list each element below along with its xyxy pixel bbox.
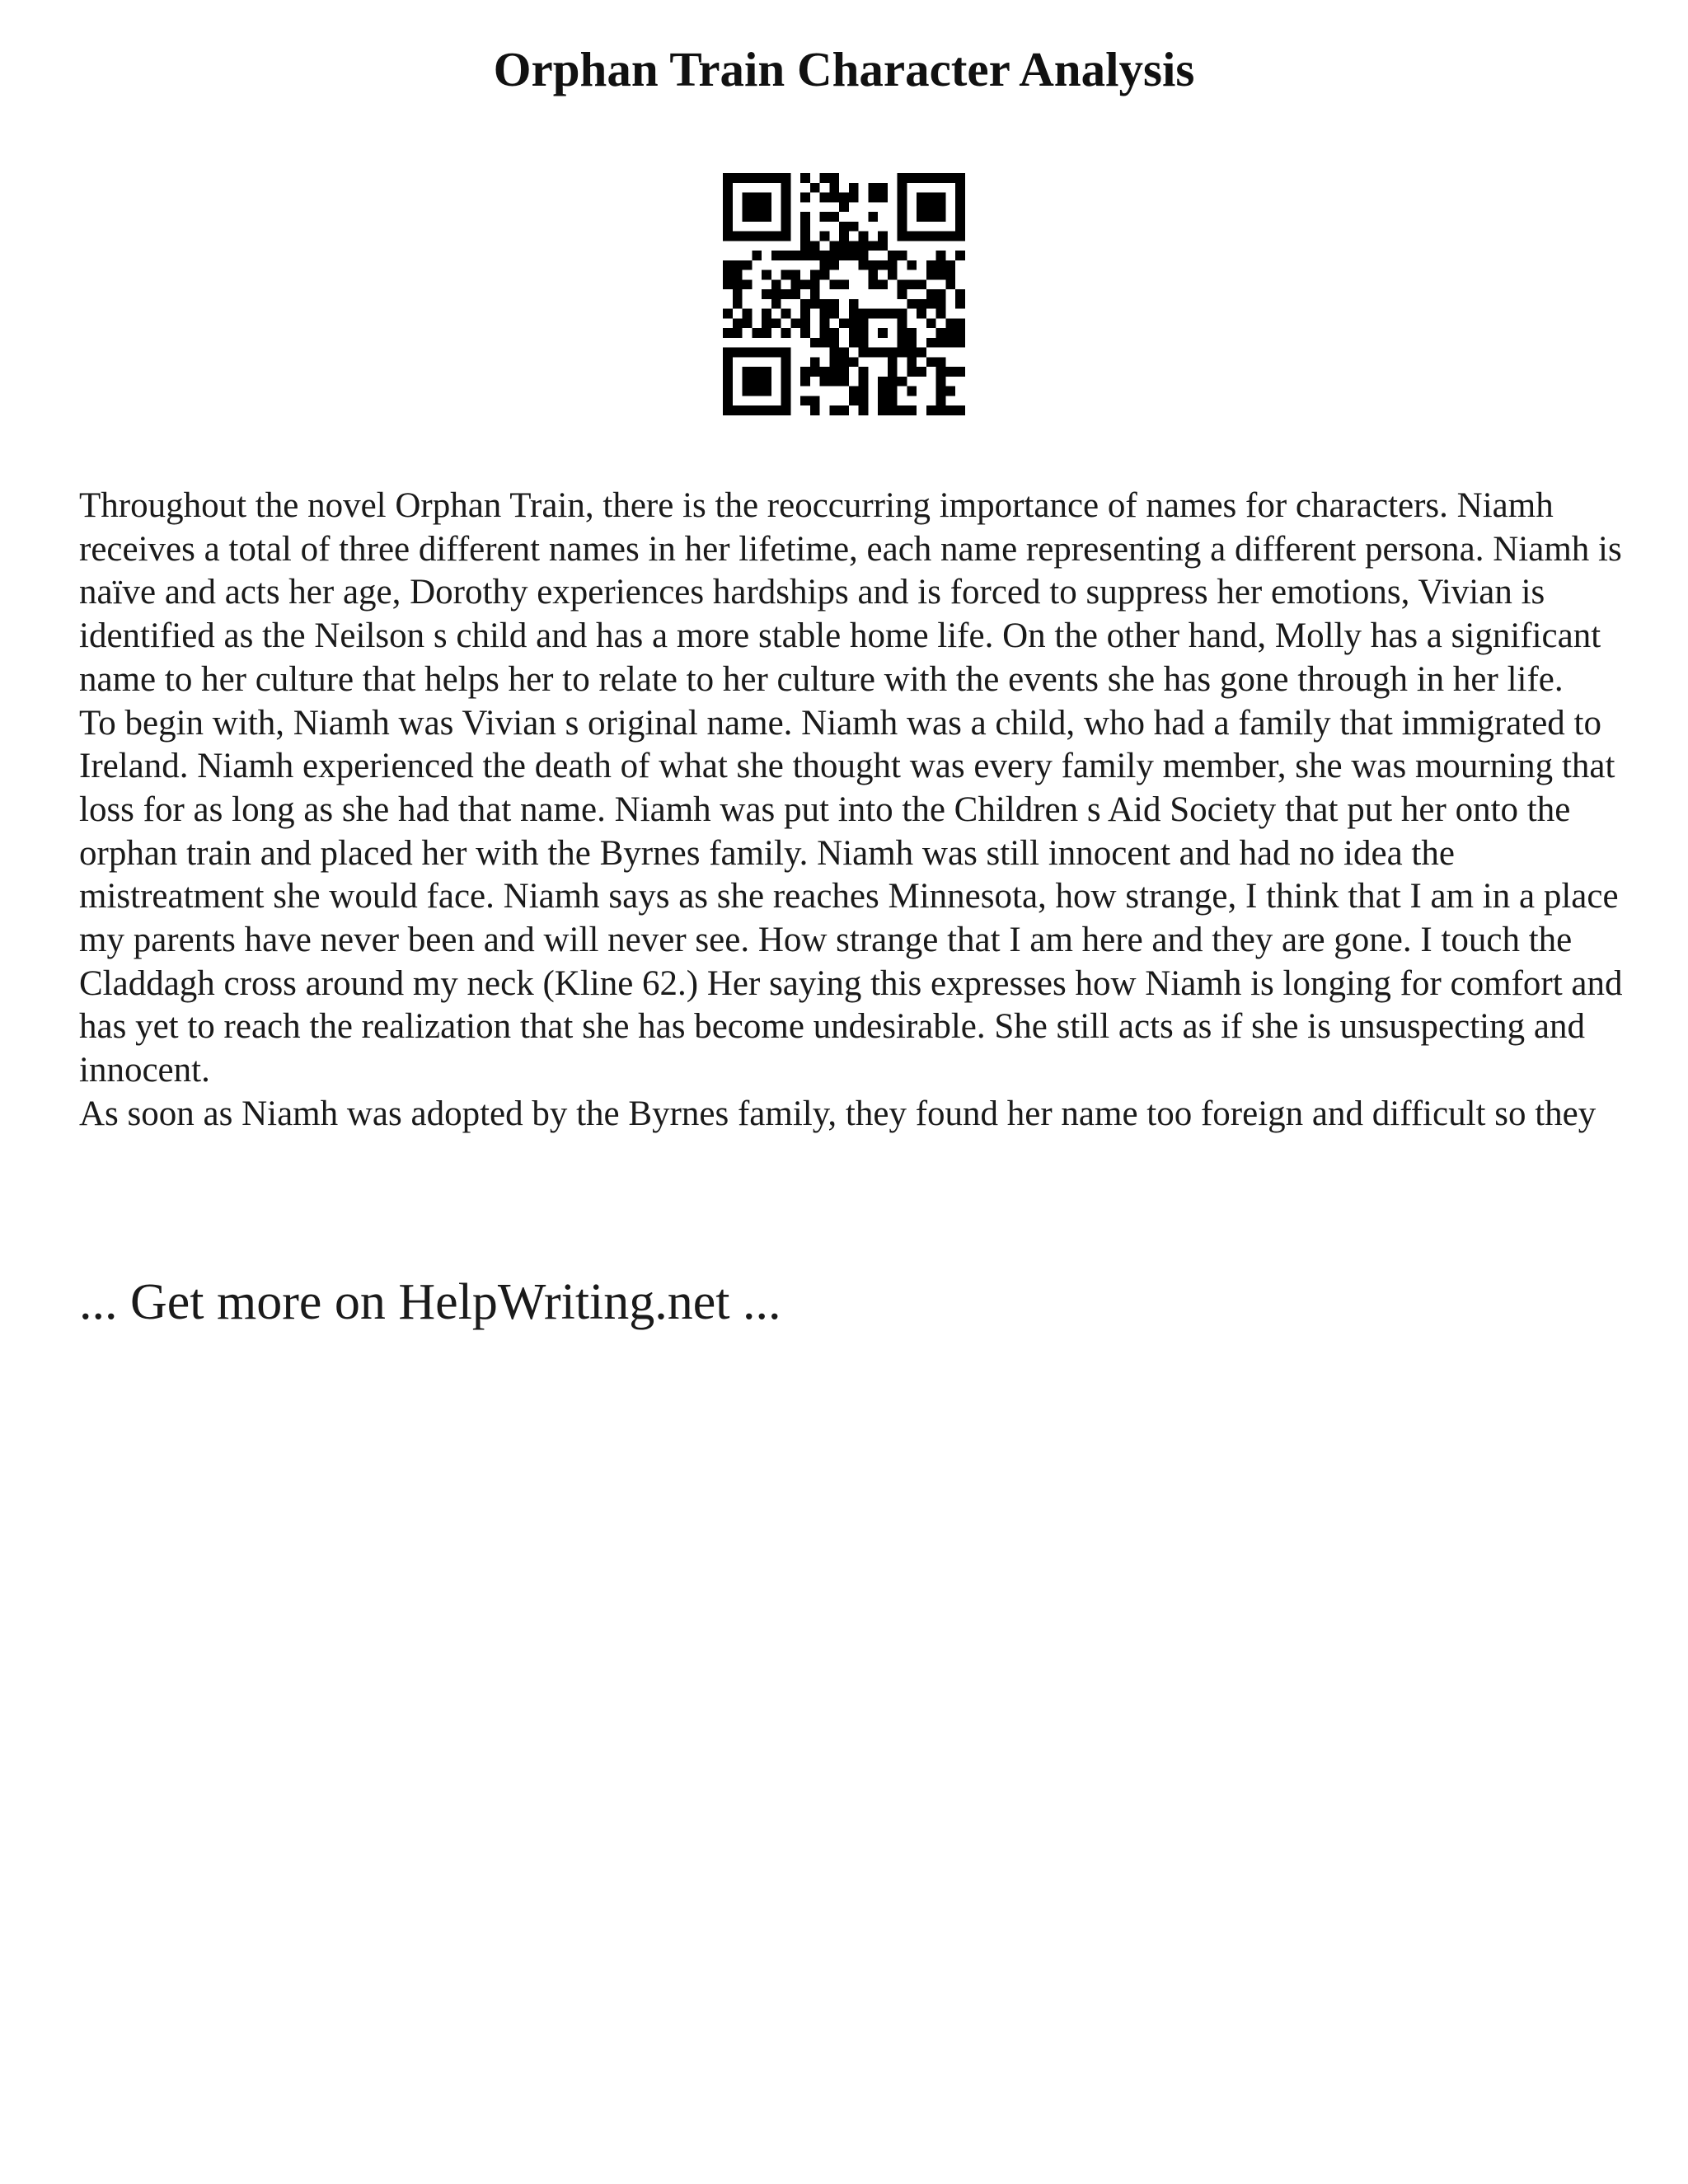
qr-code-icon [723, 173, 965, 415]
document-title: Orphan Train Character Analysis [493, 42, 1195, 96]
paragraph-1: Throughout the novel Orphan Train, there is the reoccurring importance of names for characters. Niamh receives a total of three different names in her lifetime, each name representing a different persona. Niamh is naïve and acts her age, Dorothy experiences hardships and is forced to suppress her emotions, Vivian is identified as the Neilson s child and has a more stable home life. On the other hand, Molly has a significant name to her culture that helps her to relate to her culture with the events she has gone through in her life. [79, 486, 1622, 699]
paragraph-3: As soon as Niamh was adopted by the Byrnes family, they found her name too foreign and difficult so they [79, 1094, 1597, 1133]
paragraph-2: To begin with, Niamh was Vivian s original name. Niamh was a child, who had a family that immigrated to Ireland. Niamh experienced the death of what she thought was every family member, she was mourning that loss for as long as she had that name. Niamh was put into the Children s Aid Society that put her onto the orphan train and placed her with the Byrnes family. Niamh was still innocent and had no idea the mistreatment she would face. Niamh says as she reaches Minnesota, how strange, I think that I am in a place my parents have never been and will never see. How strange that I am here and they are gone. I touch the Claddagh cross around my neck (Kline 62.) Her saying this expresses how Niamh is longing for comfort and has yet to reach the realization that she has become undesirable. She still acts as if she is unsuspecting and innocent. [79, 703, 1623, 1090]
document-body [79, 485, 1629, 1137]
get-more-link[interactable]: ... Get more on HelpWriting.net ... [79, 1274, 781, 1330]
